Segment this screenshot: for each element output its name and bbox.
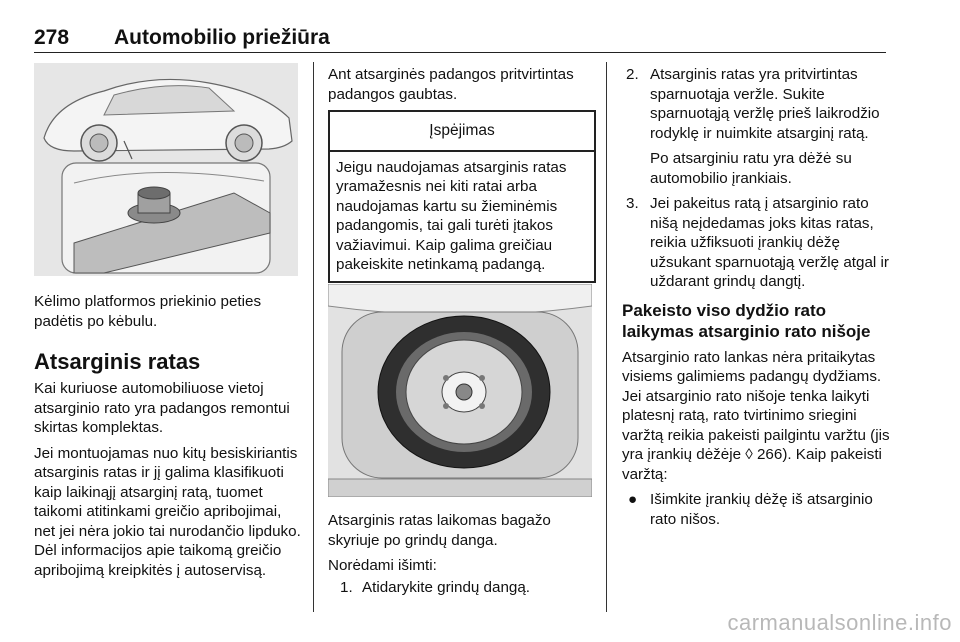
step-note: Po atsarginiu ratu yra dėžė su automobilio įrankiais. [650,150,852,187]
section-heading: Pakeisto viso dydžio rato laikymas atsarginio rato nišoje [622,300,871,341]
spare-wheel-drawing [328,284,592,497]
page-title: Automobilio priežiūra [114,26,330,49]
watermark: carmanualsonline.info [727,610,952,635]
page-number: 278 [34,26,70,49]
list-item [626,194,890,292]
figure-caption: Atsarginis ratas laikomas bagažo skyriuje po grindų danga. [328,512,551,549]
step-number: 2. [626,66,639,83]
warning-title: Įspėjimas [330,112,594,152]
paragraph: Atsarginio rato lankas nėra pritaikytas visiems galimiems padangų dydžiams. Jei atsarginio rato nišoje tenka laikyti platesnį ratą, rato tvirtinimo sriegini varžtą reikia pakeisti pailgintu varžtu (jis yra įrankių dėžėje ◊ 266). Kaip pakeisti varžtą: [622,348,890,483]
warning-text: Jeigu naudojamas atsarginis ratas yramažesnis nei kiti ratai arba naudojamas kartu su žieminėmis padangomis, tai gali turėti įtakos važiavimui. Kaip galima greičiau pakeiskite netinkamą padangą. [336,158,567,273]
bullet-text: Išimkite įrankių dėžę iš atsarginio rato nišos. [650,491,873,528]
figure-caption: Kėlimo platformos priekinio peties padėtis po kėbulu. [34,293,262,330]
list-item [626,65,890,188]
step-number: 1. [340,578,353,596]
step-text: Atidarykite grindų dangą. [362,578,531,596]
column-2-text [328,65,598,293]
bullet-item [622,490,890,529]
list-item [340,578,598,598]
column-1-text [34,292,304,586]
page-header [34,14,886,53]
column-2-lower-text [328,511,598,603]
section-heading: Atsarginis ratas [34,349,201,374]
paragraph: Kai kuriuose automobiliuose vietoj atsarginio rato yra padangos remontui skirtas komplektas. [34,380,290,436]
paragraph: Jei montuojamas nuo kitų besiskiriantis atsarginis ratas ir jį galima klasifikuoti kaip laikinąjį atsarginį ratą, tuomet taikomi atitinkami greičio apribojimai, net jei nėra jokio tai nurodančio lipduko. Dėl informacijos apie taikomą greičio apribojimą kreipkitės į autoservisą. [34,444,301,579]
spare-wheel-illustration [328,284,592,497]
step-text: Atsarginis ratas yra pritvirtintas sparnuotąja veržle. Sukite sparnuotąją veržlę prieš laikrodžio rodyklę ir nuimkite atsarginį ratą. [650,66,880,142]
steps-list [622,65,890,292]
paragraph: Norėdami išimti: [328,557,437,574]
car-lift-drawing [34,63,298,276]
step-text: Jei pakeitus ratą į atsarginio rato nišą neįdedamas joks kitas ratas, reikia užfiksuoti įrankių dėžę užsukant sparnuotąją veržlę atgal ir uždarant grindų dangtį. [650,195,889,290]
column-divider [606,62,607,612]
bullet-icon: ● [628,491,638,508]
step-number: 3. [626,195,639,212]
steps-list [328,578,598,598]
warning-box [328,110,596,283]
lift-arm-illustration [34,63,298,276]
paragraph: Ant atsarginės padangos pritvirtintas padangos gaubtas. [328,66,574,103]
column-divider [313,62,314,612]
column-3-text [622,65,890,529]
